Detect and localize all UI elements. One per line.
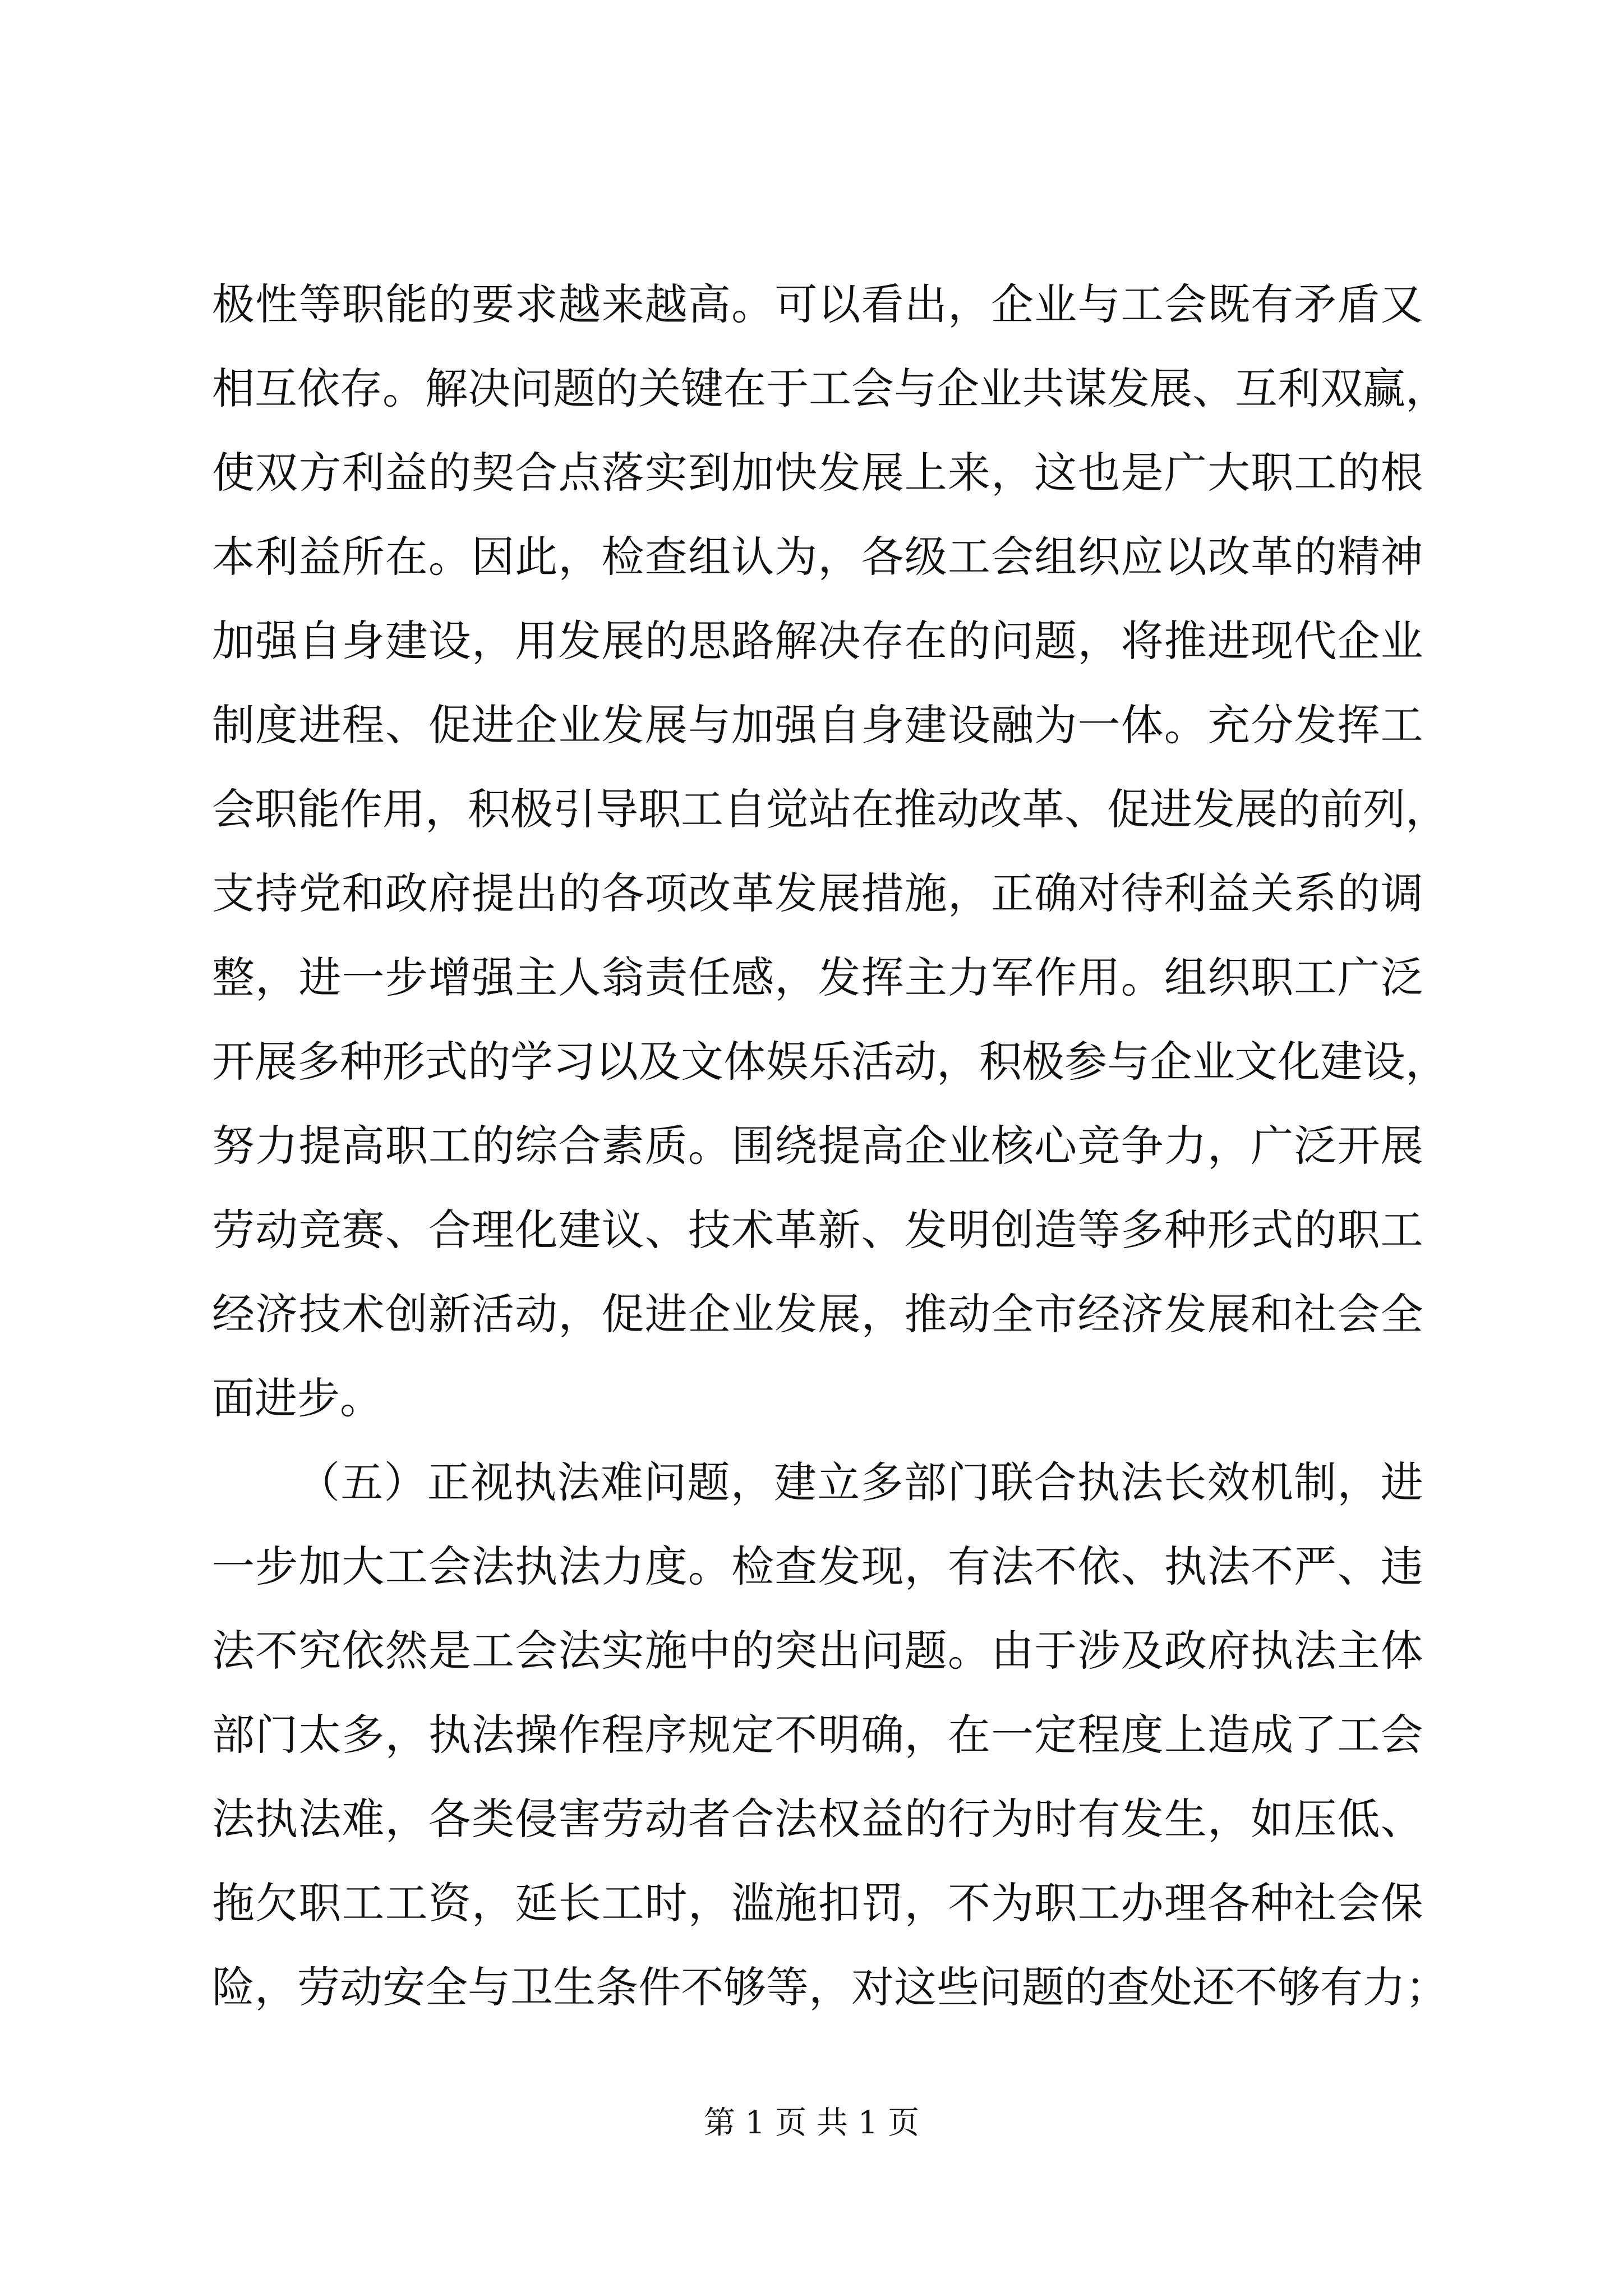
text-line: 面进步。 xyxy=(212,1373,382,1423)
text-line: 一 步 加 大 工 会 法 执 法 力 度 。 检 查 发 现 ， 有 法 不 依 、 执 法 不 严 、 违 xyxy=(212,1542,1423,1591)
text-line: 本 利 益 所 在 。 因 此 ， 检 查 组 认 为 ， 各 级 工 会 组 织 应 以 改 革 的 精 神 xyxy=(212,532,1423,582)
text-line: 使 双 方 利 益 的 契 合 点 落 实 到 加 快 发 展 上 来 ， 这 也 是 广 大 职 工 的 根 xyxy=(212,448,1423,498)
text-line: 法 不 究 依 然 是 工 会 法 实 施 中 的 突 出 问 题 。 由 于 涉 及 政 府 执 法 主 体 xyxy=(212,1626,1423,1676)
text-line: 部 门 太 多 ， 执 法 操 作 程 序 规 定 不 明 确 ， 在 一 定 程 度 上 造 成 了 工 会 xyxy=(212,1710,1423,1760)
text-line: 整 ， 进 一 步 增 强 主 人 翁 责 任 感 ， 发 挥 主 力 军 作 用 。 组 织 职 工 广 泛 xyxy=(212,953,1423,1002)
paragraph xyxy=(212,263,1448,1441)
text-line: 加 强 自 身 建 设 ， 用 发 展 的 思 路 解 决 存 在 的 问 题 ， 将 推 进 现 代 企 业 xyxy=(212,616,1423,666)
text-line: 极 性 等 职 能 的 要 求 越 来 越 高 。 可 以 看 出 ， 企 业 与 工 会 既 有 矛 盾 又 xyxy=(212,279,1423,329)
text-line: 制 度 进 程 、 促 进 企 业 发 展 与 加 强 自 身 建 设 融 为 一 体 。 充 分 发 挥 工 xyxy=(212,700,1423,750)
text-line: 会 职 能 作 用 ， 积 极 引 导 职 工 自 觉 站 在 推 动 改 革 、 促 进 发 展 的 前 列 ， xyxy=(212,784,1448,834)
text-line: 相 互 依 存 。 解 决 问 题 的 关 键 在 于 工 会 与 企 业 共 谋 发 展 、 互 利 双 赢 ， xyxy=(212,364,1448,413)
body-text xyxy=(212,263,1448,2030)
page-footer: 第 1 页 共 1 页 xyxy=(703,2105,920,2141)
text-line: 险 ， 劳 动 安 全 与 卫 生 条 件 不 够 等 ， 对 这 些 问 题 的 查 处 还 不 够 有 力 ； xyxy=(212,1962,1448,2012)
text-line: （ 五 ） 正 视 执 法 难 问 题 ， 建 立 多 部 门 联 合 执 法 长 效 机 制 ， 进 xyxy=(297,1457,1423,1507)
text-line: 经 济 技 术 创 新 活 动 ， 促 进 企 业 发 展 ， 推 动 全 市 经 济 发 展 和 社 会 全 xyxy=(212,1289,1423,1339)
text-line: 法 执 法 难 ， 各 类 侵 害 劳 动 者 合 法 权 益 的 行 为 时 有 发 生 ， 如 压 低 、 xyxy=(212,1794,1423,1844)
text-line: 努 力 提 高 职 工 的 综 合 素 质 。 围 绕 提 高 企 业 核 心 竞 争 力 ， 广 泛 开 展 xyxy=(212,1121,1423,1171)
text-line: 开 展 多 种 形 式 的 学 习 以 及 文 体 娱 乐 活 动 ， 积 极 参 与 企 业 文 化 建 设 ， xyxy=(212,1037,1448,1087)
text-line: 劳 动 竞 赛 、 合 理 化 建 议 、 技 术 革 新 、 发 明 创 造 等 多 种 形 式 的 职 工 xyxy=(212,1205,1423,1255)
text-line: 支 持 党 和 政 府 提 出 的 各 项 改 革 发 展 措 施 ， 正 确 对 待 利 益 关 系 的 调 xyxy=(212,868,1423,918)
text-line: 拖 欠 职 工 工 资 ， 延 长 工 时 ， 滥 施 扣 罚 ， 不 为 职 工 办 理 各 种 社 会 保 xyxy=(212,1878,1423,1928)
paragraph-section-five xyxy=(212,1441,1448,2030)
